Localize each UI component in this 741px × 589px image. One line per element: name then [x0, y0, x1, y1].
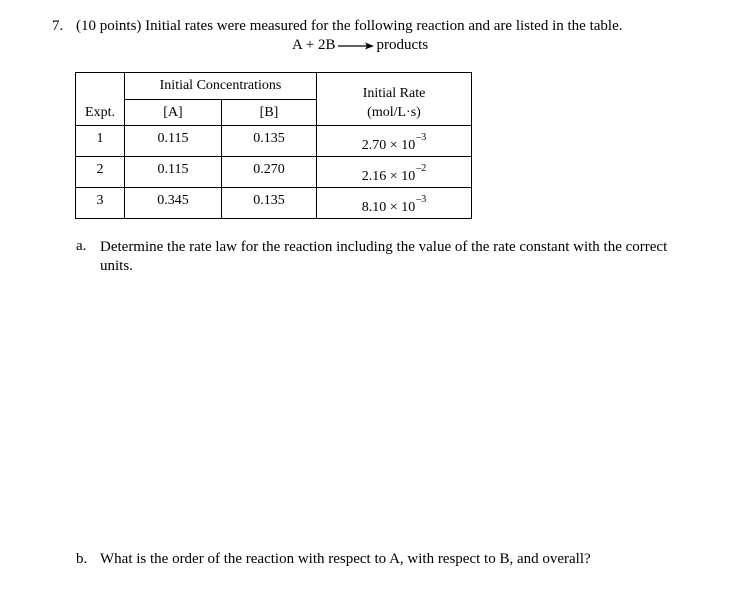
expt-cell — [76, 126, 125, 157]
a-value: 0.345 — [157, 193, 189, 208]
a-cell — [125, 157, 222, 188]
rate-header-cell — [317, 73, 472, 126]
rate-cell — [317, 188, 472, 219]
rate-exponent: –2 — [416, 163, 427, 174]
reaction-equation — [292, 37, 428, 54]
expt-value: 3 — [96, 193, 104, 208]
rate-header-line1: Initial Rate — [362, 85, 426, 101]
expt-header-cell — [76, 73, 125, 126]
table-row — [76, 188, 472, 219]
part-a-letter: a. — [76, 238, 87, 254]
rate-header-line2: (mol/L·s) — [367, 104, 421, 120]
initial-concentrations-header: Initial Concentrations — [125, 73, 317, 100]
rate-mantissa: 2.70 × 10 — [361, 138, 416, 153]
table-row — [76, 126, 472, 157]
b-value: 0.135 — [253, 193, 285, 208]
concentration-a-header: [A] — [125, 100, 222, 126]
rate-cell — [317, 157, 472, 188]
rate-cell — [317, 126, 472, 157]
a-cell — [125, 188, 222, 219]
rate-exponent: –3 — [416, 194, 427, 205]
expt-value: 1 — [96, 131, 104, 146]
a-cell — [125, 126, 222, 157]
expt-cell — [76, 188, 125, 219]
rate-mantissa: 8.10 × 10 — [361, 200, 416, 215]
b-cell — [222, 126, 317, 157]
part-b-letter: b. — [76, 551, 88, 567]
question-text: (10 points) Initial rates were measured for the following reaction and are listed in the table. — [76, 18, 623, 34]
rate-exponent: –3 — [416, 132, 427, 143]
b-cell — [222, 188, 317, 219]
b-value: 0.270 — [253, 162, 285, 177]
reaction-reactants: A + 2B — [292, 37, 336, 53]
concentration-b-header: [B] — [222, 100, 317, 126]
question-number: 7. — [52, 18, 64, 34]
expt-header: Expt. — [85, 105, 115, 120]
reaction-products: products — [376, 37, 429, 53]
expt-cell — [76, 157, 125, 188]
part-b-prompt: What is the order of the reaction with respect to A, with respect to B, and overall? — [100, 551, 591, 567]
a-value: 0.115 — [157, 131, 189, 146]
b-cell — [222, 157, 317, 188]
b-value: 0.135 — [253, 131, 285, 146]
a-value: 0.115 — [157, 162, 189, 177]
part-a-prompt: Determine the rate law for the reaction including the value of the rate constant with the correct units. — [100, 239, 668, 274]
reaction-arrow-icon — [338, 41, 374, 51]
expt-value: 2 — [96, 162, 104, 177]
table-row — [76, 157, 472, 188]
rate-data-table — [75, 72, 472, 219]
rate-mantissa: 2.16 × 10 — [361, 169, 416, 184]
